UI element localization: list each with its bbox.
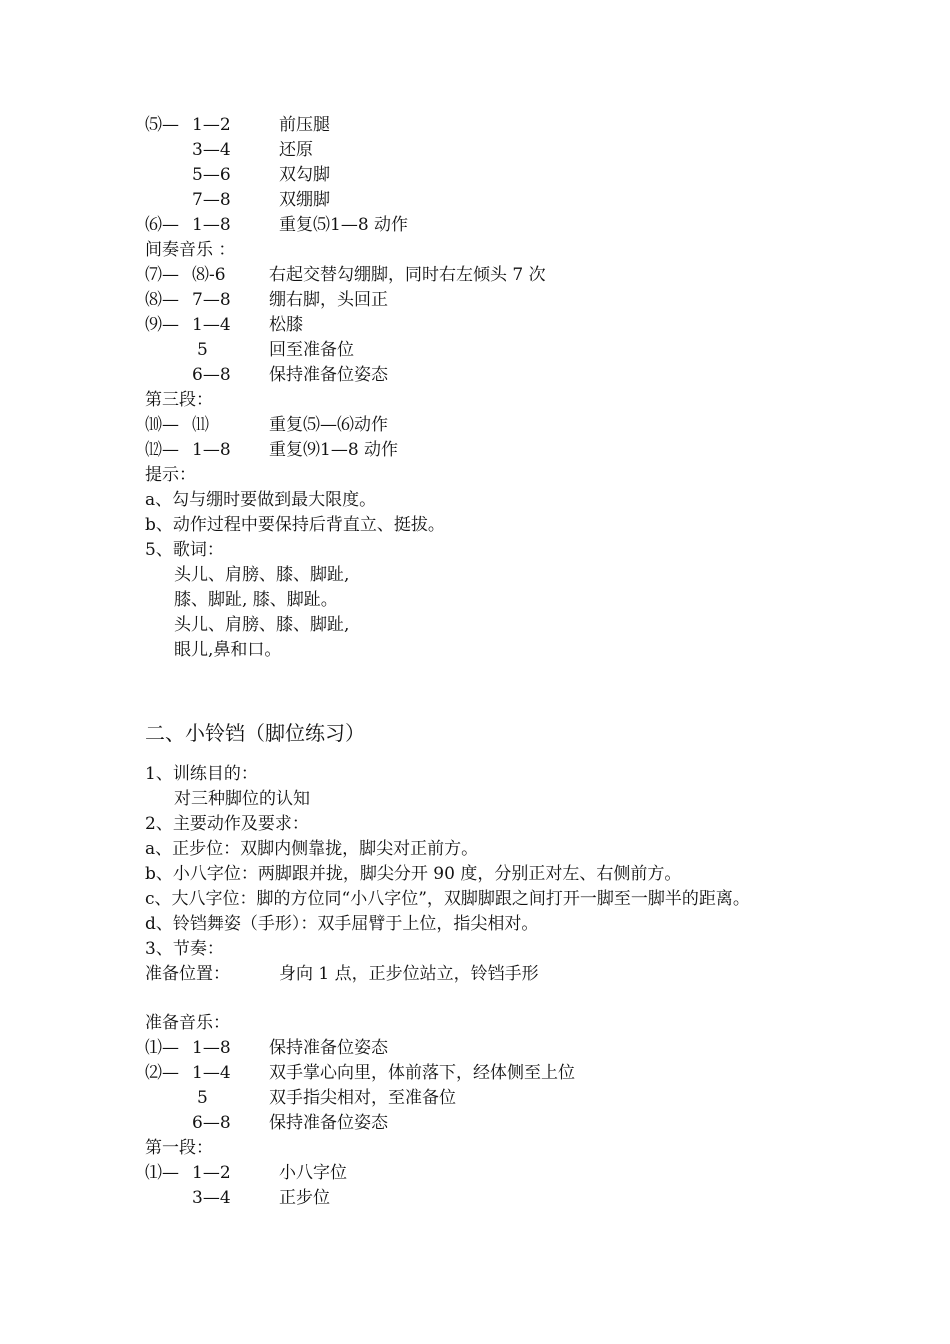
lyrics-line: 头儿、肩膀、膝、脚趾, [174, 615, 350, 635]
requirements-label: 2、主要动作及要求： [145, 814, 309, 834]
step-number: ⑼— [145, 315, 179, 335]
step-beat: 7—8 [192, 290, 231, 310]
step-number: ⑸— [145, 115, 179, 135]
step-number: ⑻— [145, 290, 179, 310]
prep-position-text: 身向 1 点，正步位站立，铃铛手形 [279, 964, 539, 984]
requirement-item: a、正步位：双脚内侧靠拢，脚尖对正前方。 [145, 839, 479, 859]
step-action: 双手掌心向里，体前落下，经体侧至上位 [269, 1063, 575, 1083]
step-action: 前压腿 [279, 115, 330, 135]
step-action: 保持准备位姿态 [269, 1113, 388, 1133]
step-action: 小八字位 [279, 1163, 347, 1183]
step-beat: 1—2 [192, 1163, 231, 1183]
requirement-item: b、小八字位：两脚跟并拢，脚尖分开 90 度，分别正对左、右侧前方。 [145, 864, 682, 884]
step-action: 重复⑸—⑹动作 [269, 415, 388, 435]
lyrics-label: 5、歌词： [145, 540, 224, 560]
step-action: 双勾脚 [279, 165, 330, 185]
step-number: ⑵— [145, 1063, 179, 1083]
step-action: 重复⑼1—8 动作 [269, 440, 399, 460]
step-action: 保持准备位姿态 [269, 1038, 388, 1058]
tip-item: b、动作过程中要保持后背直立、挺拔。 [145, 515, 445, 535]
step-action: 还原 [279, 140, 313, 160]
step-action: 回至准备位 [269, 340, 354, 360]
step-number: ⑴— [145, 1163, 179, 1183]
lyrics-line: 膝、脚趾, 膝、脚趾。 [174, 590, 338, 610]
step-action: 保持准备位姿态 [269, 365, 388, 385]
step-beat: 1—4 [192, 1063, 231, 1083]
step-beat: 7—8 [192, 190, 231, 210]
interlude-label: 间奏音乐 ： [145, 240, 236, 260]
step-action: 双手指尖相对，至准备位 [269, 1088, 456, 1108]
step-action: 松膝 [269, 315, 303, 335]
step-number: ⑿— [145, 440, 179, 460]
step-beat: 3—4 [192, 140, 231, 160]
step-number: ⑺— [145, 265, 179, 285]
step-beat: 1—8 [192, 1038, 231, 1058]
section-heading: 二、小铃铛（脚位练习） [145, 721, 365, 745]
tips-label: 提示： [145, 465, 196, 485]
prep-position-label: 准备位置： [145, 964, 230, 984]
step-action: 双绷脚 [279, 190, 330, 210]
requirement-item: d、铃铛舞姿（手形）：双手屈臂于上位，指尖相对。 [145, 914, 539, 934]
prep-music-label: 准备音乐： [145, 1013, 230, 1033]
step-beat: ⑾ [192, 415, 209, 435]
step-number: ⑹— [145, 215, 179, 235]
step-beat: 5 [197, 340, 208, 360]
step-beat: 6—8 [192, 365, 231, 385]
step-beat: 1—8 [192, 440, 231, 460]
goal-label: 1、训练目的： [145, 764, 258, 784]
step-action: 正步位 [279, 1188, 330, 1208]
step-beat: 1—8 [192, 215, 231, 235]
step-action: 右起交替勾绷脚，同时右左倾头 7 次 [269, 265, 546, 285]
step-action: 绷右脚，头回正 [269, 290, 388, 310]
rhythm-label: 3、节奏： [145, 939, 224, 959]
step-beat: 3—4 [192, 1188, 231, 1208]
lyrics-line: 眼儿,鼻和口。 [174, 640, 282, 660]
lyrics-line: 头儿、肩膀、膝、脚趾, [174, 565, 350, 585]
tip-item: a、勾与绷时要做到最大限度。 [145, 490, 377, 510]
section1-label: 第一段： [145, 1138, 213, 1158]
section3-label: 第三段： [145, 390, 213, 410]
requirement-item: c、大八字位：脚的方位同“小八字位”，双脚脚跟之间打开一脚至一脚半的距离。 [145, 889, 750, 909]
step-beat: 1—4 [192, 315, 231, 335]
step-beat: 5—6 [192, 165, 231, 185]
step-number: ⑴— [145, 1038, 179, 1058]
step-beat: 5 [197, 1088, 208, 1108]
step-beat: 1—2 [192, 115, 231, 135]
step-beat: ⑻-6 [192, 265, 226, 285]
step-number: ⑽— [145, 415, 179, 435]
goal-text: 对三种脚位的认知 [174, 789, 310, 809]
step-action: 重复⑸1—8 动作 [279, 215, 409, 235]
step-beat: 6—8 [192, 1113, 231, 1133]
